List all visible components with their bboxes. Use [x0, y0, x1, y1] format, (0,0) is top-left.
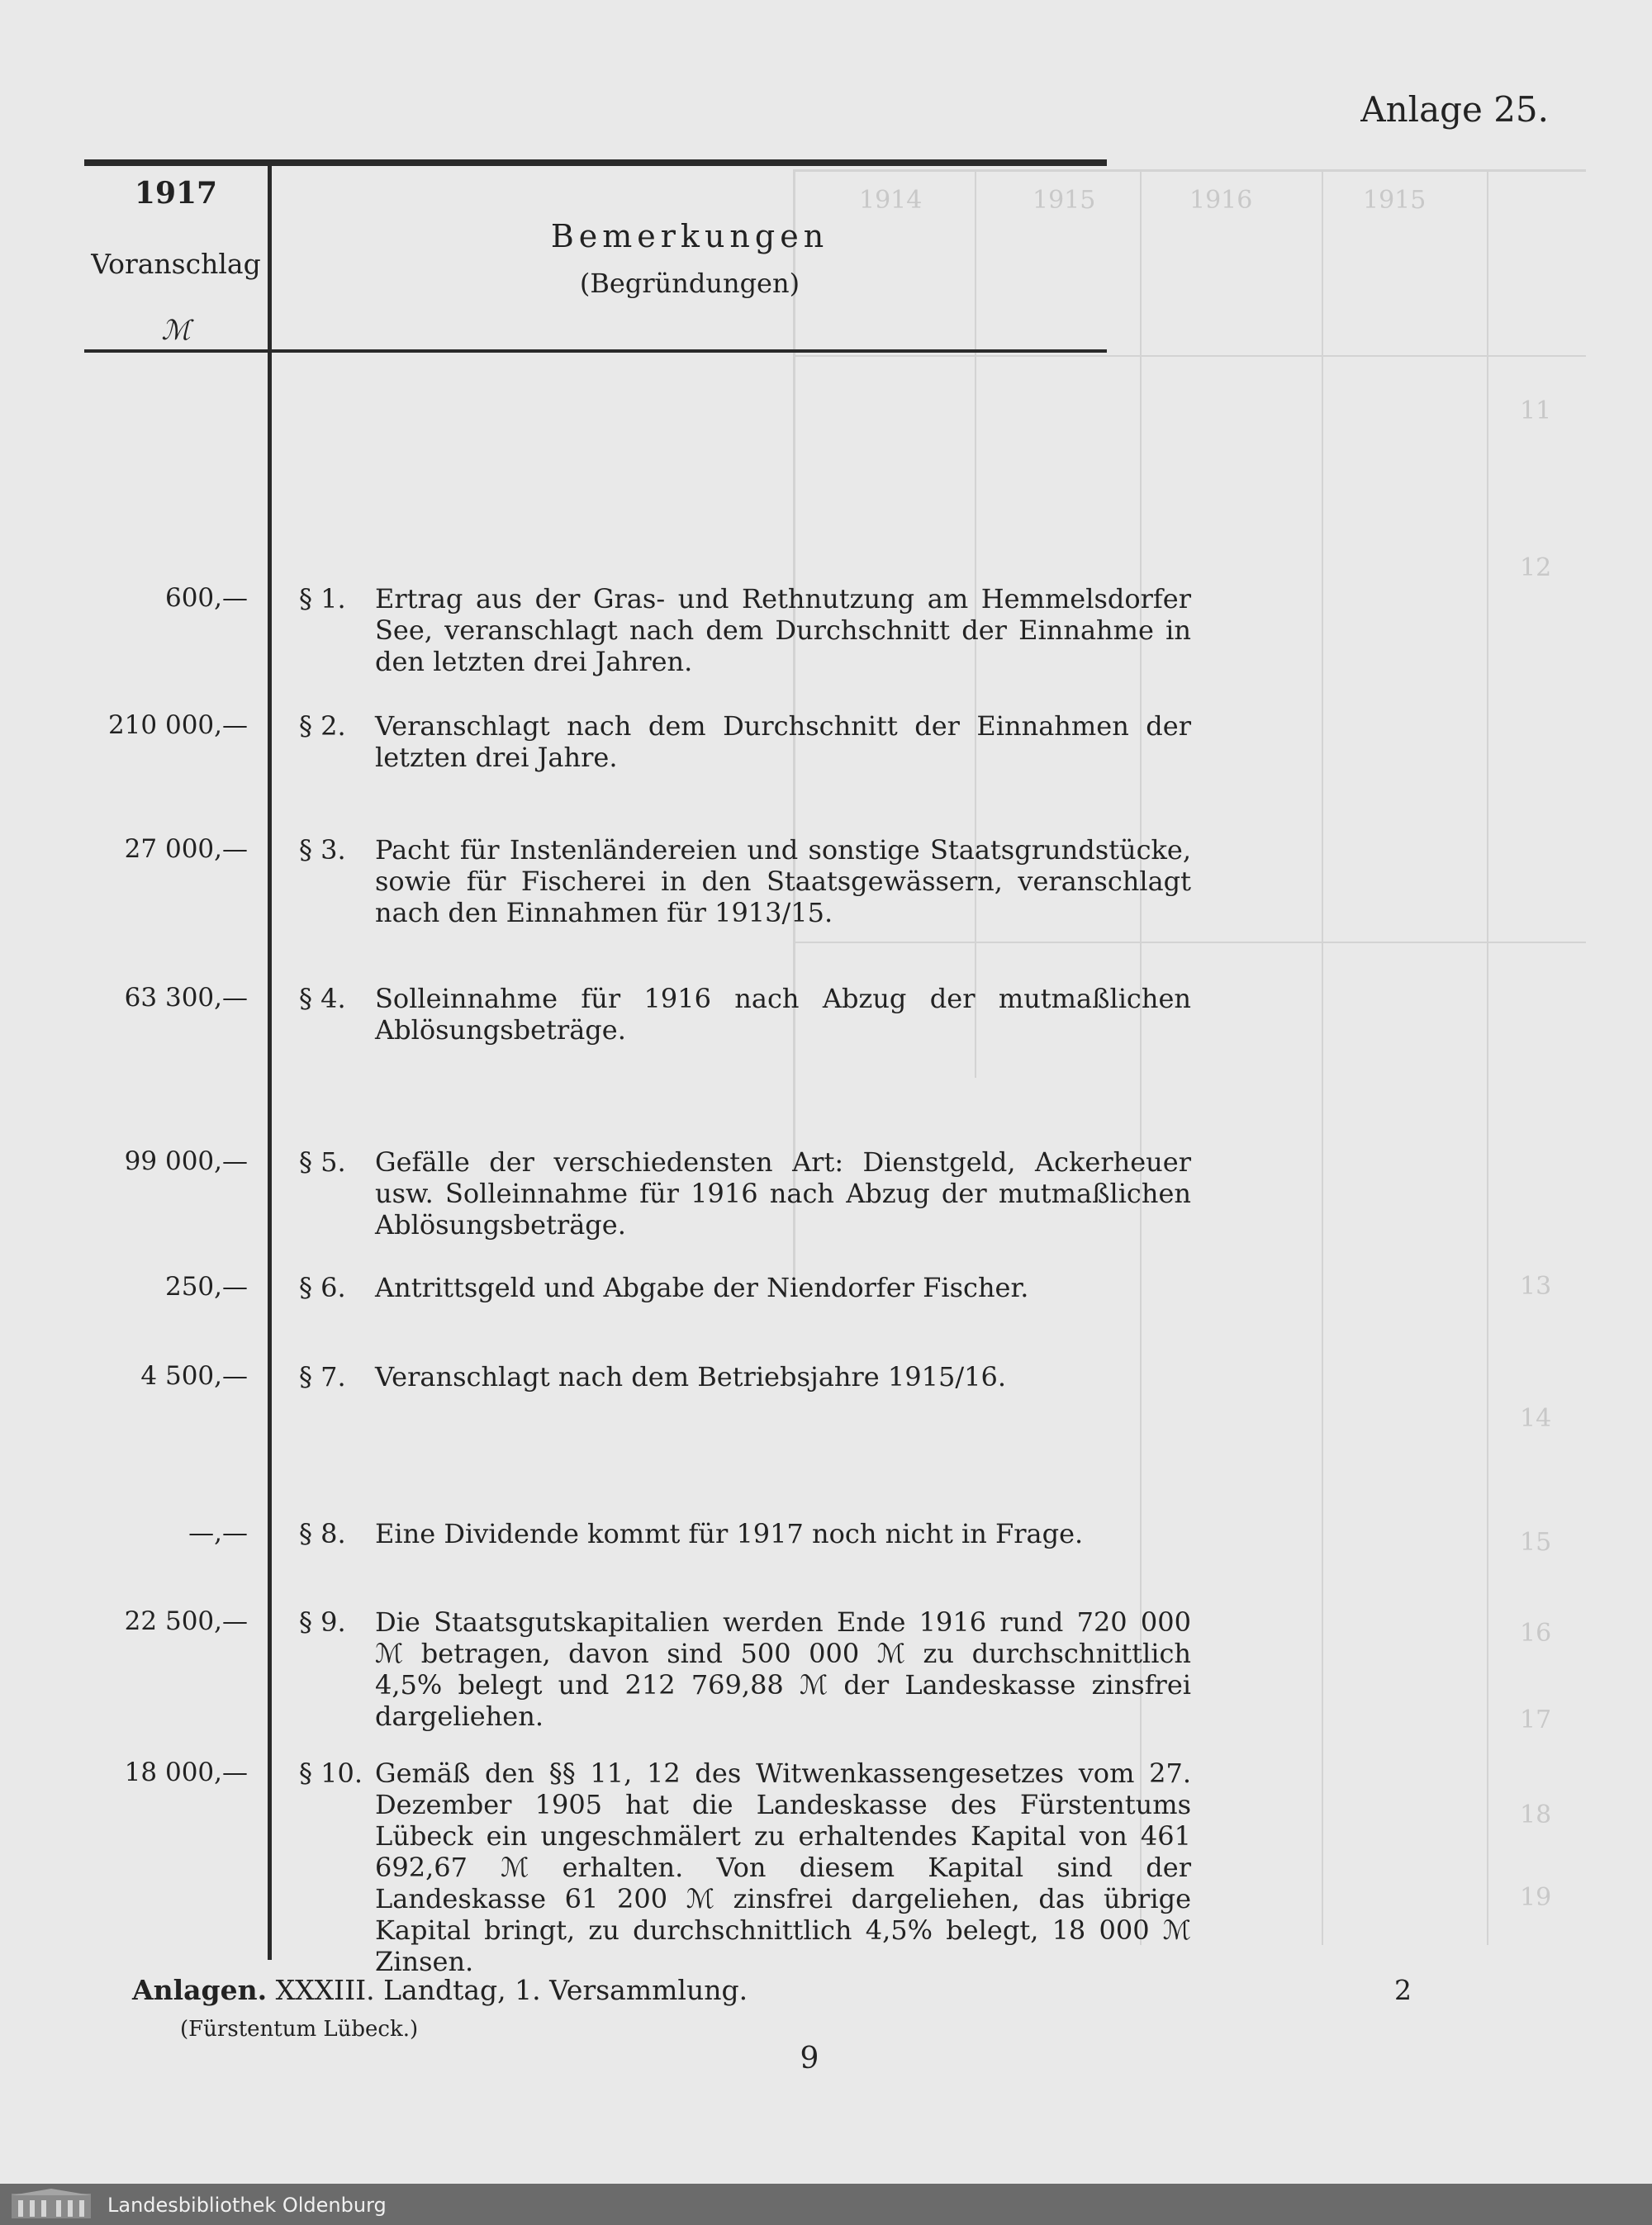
entry-amount: 600,—: [164, 583, 248, 613]
entry-text: Gefälle der verschiedensten Art: Dienstgeld, Ackerheuer usw. Solleinnahme für 1916 nach Abzug der mutmaßlichen Ablösungsbeträge.: [375, 1146, 1191, 1241]
entry-section: § 10.: [299, 1758, 363, 1789]
entry-section: § 6.: [299, 1272, 346, 1303]
footer-annex-word: Anlagen.: [132, 1974, 268, 2006]
budget-heading: Voranschlag: [91, 248, 261, 280]
entry-amount: 63 300,—: [124, 983, 248, 1013]
table-header-rule: [84, 349, 1107, 353]
entry-text: Antrittsgeld und Abgabe der Niendorfer Fischer.: [375, 1272, 1029, 1303]
currency-unit: ℳ: [161, 314, 191, 346]
entry-section: § 3.: [299, 834, 346, 866]
library-building-icon: [10, 2189, 93, 2220]
footer-session: XXXIII. Landtag, 1. Versammlung.: [275, 1974, 748, 2006]
entry-section: § 1.: [299, 583, 346, 614]
entry-amount: 22 500,—: [124, 1606, 248, 1636]
year-heading: 1917: [134, 176, 218, 211]
entry-section: § 9.: [299, 1606, 346, 1638]
entry-amount: 210 000,—: [107, 710, 248, 740]
entry-section: § 5.: [299, 1146, 346, 1178]
entry-amount: 27 000,—: [124, 834, 248, 864]
entry-amount: 18 000,—: [124, 1758, 248, 1787]
entry-amount: —,—: [188, 1518, 248, 1548]
entry-amount: 99 000,—: [124, 1146, 248, 1176]
entry-text: Pacht für Instenländereien und sonstige Staatsgrundstücke, sowie für Fischerei in den Staatsgewässern, veranschlagt nach den Einnahmen für 1913/15.: [375, 834, 1191, 928]
entry-text: Gemäß den §§ 11, 12 des Witwenkassengesetzes vom 27. Dezember 1905 hat die Landeskasse des Fürstentums Lübeck ein ungeschmälert zu erhaltendes Kapital von 461 692,67 ℳ erhalten. Von diesem Kapital sind der Landeskasse 61 200 ℳ zinsfrei dargeliehen, das übrige Kapital bringt, zu durchschnittlich 4,5% belegt, 18 000 ℳ Zinsen.: [375, 1758, 1191, 1977]
page-number: 9: [800, 2042, 819, 2076]
entry-amount: 4 500,—: [140, 1361, 248, 1391]
entry-text: Die Staatsgutskapitalien werden Ende 1916 rund 720 000 ℳ betragen, davon sind 500 000 ℳ zu durchschnittlich 4,5% belegt und 212 769,88 ℳ der Landeskasse zinsfrei dargeliehen.: [375, 1606, 1191, 1732]
entry-amount: 250,—: [164, 1272, 248, 1302]
remarks-heading: Bemerkungen: [550, 218, 829, 254]
table-top-rule: [84, 159, 1107, 166]
remarks-subheading: (Begründungen): [579, 268, 800, 299]
annex-label: Anlage 25.: [1360, 89, 1549, 130]
entry-section: § 4.: [299, 983, 346, 1014]
footer-session-line: [132, 1974, 748, 2006]
footer-principality: (Fürstentum Lübeck.): [180, 2017, 419, 2042]
library-name: Landesbibliothek Oldenburg: [107, 2194, 387, 2217]
entry-section: § 8.: [299, 1518, 346, 1549]
library-footer-bar: [0, 2184, 1652, 2225]
entry-section: § 7.: [299, 1361, 346, 1392]
entry-text: Veranschlagt nach dem Betriebsjahre 1915/16.: [375, 1361, 1007, 1392]
document-page: 1914 1915 1916 1915 11 12 13 14 15 16 17 18 19 Anlage 25. 1917 Voranschlag ℳ Bemerkungen (Begründungen) 600,— § 1. Ertrag aus der Gras- und Rethnutzung am Hemmelsdorfer See, veranschlagt nach dem Durchschnitt der Einnahme in den letzten drei Jahren. 210 000,— § 2. Veranschlagt nach dem Durchschnitt der Einnahmen der letzten drei Jahre. 27 000,— § 3. Pacht für Instenländereien und sonstige Staatsgrundstücke, sowie für Fischerei in den Staatsgewässern, veranschlagt nach den Einnahmen für 1913/15. 63 300,— § 4. Solleinnahme für 1916 nach Abzug der mutmaßlichen Ablösungsbeträge. 99 000,— § 5. Gefälle der verschiedensten Art: Dienstgeld, Ackerheuer usw. Solleinnahme für 1916 nach Abzug der mutmaßlichen Ablösungsbeträge. 250,— § 6. Antrittsgeld und Abgabe der Niendorfer Fischer. 4 500,— § 7. Veranschlagt nach dem Betriebsjahre 1915/16. —,— § 8. Eine Dividende kommt für 1917 noch nicht in Frage. 22 500,— § 9. Die Staatsgutskapitalien werden Ende 1916 rund 720 000 ℳ betragen, davon sind 500 000 ℳ zu durchschnittlich 4,5% belegt und 212 769,88 ℳ der Landeskasse zinsfrei dargeliehen. 18 000,— § 10. Gemäß den §§ 11, 12 des Witwenkassengesetzes vom 27. Dezember 1905 hat die Landeskasse des Fürstentums Lübeck ein ungeschmälert zu erhaltendes Kapital von 461 692,67 ℳ erhalten. Von diesem Kapital sind der Landeskasse 61 200 ℳ zinsfrei dargeliehen, das übrige Kapital bringt, zu durchschnittlich 4,5% belegt, 18 000 ℳ Zinsen. Anlagen. XXXIII. Landtag, 1. Versammlung. (Fürstentum Lübeck.) 2 9: [0, 0, 1652, 2184]
column-divider: [268, 159, 272, 1960]
entry-text: Eine Dividende kommt für 1917 noch nicht in Frage.: [375, 1518, 1084, 1549]
entry-text: Veranschlagt nach dem Durchschnitt der Einnahmen der letzten drei Jahre.: [375, 710, 1191, 773]
printer-signature: 2: [1394, 1974, 1412, 2006]
entry-text: Solleinnahme für 1916 nach Abzug der mutmaßlichen Ablösungsbeträge.: [375, 983, 1191, 1046]
entry-section: § 2.: [299, 710, 346, 742]
entry-text: Ertrag aus der Gras- und Rethnutzung am Hemmelsdorfer See, veranschlagt nach dem Durchschnitt der Einnahme in den letzten drei Jahren.: [375, 583, 1191, 677]
